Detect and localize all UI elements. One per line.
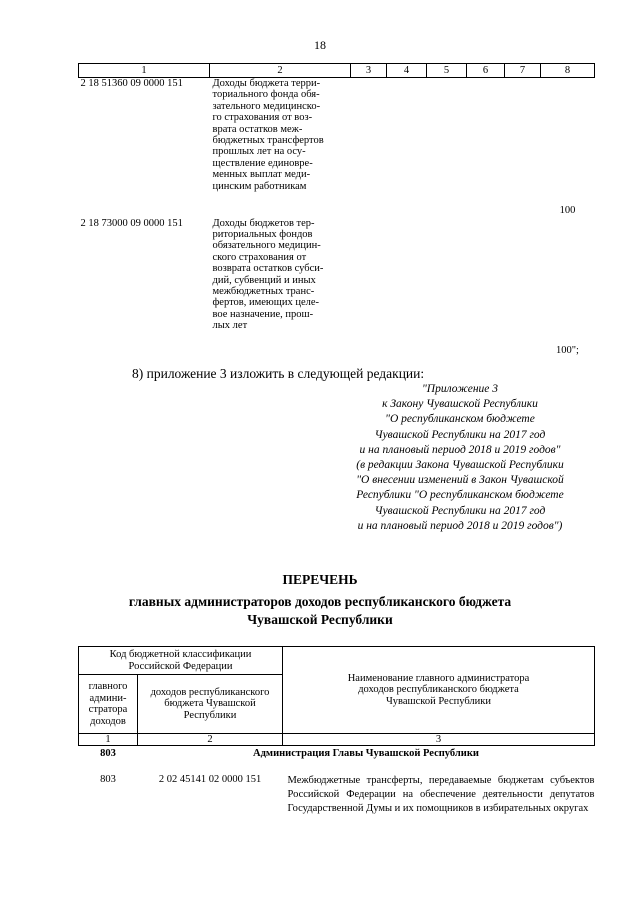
appendix-line: к Закону Чувашской Республики [382,398,538,411]
budget-code: 2 18 51360 09 0000 151 [80,78,183,89]
revenue-table-continuation [78,63,595,358]
column-header: 8 [541,64,595,78]
administrators-table [78,646,595,816]
admin-code: 803 [100,774,116,785]
table-header-row [79,64,595,78]
amendment-clause: 8) приложение 3 изложить в следующей редакции: [132,366,425,381]
revenue-name: Доходы бюджета терри- ториального фонда обя- зательного медицинско- го страхования от воз- врата остатков меж- бюджетных трансфертов прошлых лет на осу- ществление единовре- менных выплат меди- цинским работникам [212,78,324,192]
column-header: 7 [505,64,541,78]
column-header: 2 [210,64,351,78]
document-subtitle: главных администраторов доходов республиканского бюджета [128,594,512,609]
table-row [79,774,595,816]
appendix-line: и на плановый период 2018 и 2019 годов" [359,443,561,456]
appendix-line: "О внесении изменений в Закон Чувашской [356,474,564,487]
column-header: 4 [387,64,427,78]
document-subtitle: Чувашской Республики [247,612,393,627]
table-row [79,78,595,218]
page-number: 18 [314,38,326,52]
appendix-line: "О республиканском бюджете [385,413,535,426]
revenue-name: Доходы бюджетов тер- риториальных фондов обязательного медицин- ского страхования от возврата остатков субси- дий, субвенций и иных межбюджетных транс- фертов, имеющих целе- вое назначение, прош- лых лет [212,217,324,332]
column-number: 3 [283,734,595,746]
document-title: ПЕРЕЧЕНЬ [282,572,358,587]
organization-name: Администрация Главы Чувашской Республики [253,748,479,759]
column-header: 3 [351,64,387,78]
revenue-name: Межбюджетные трансферты, передаваемые бюджетам субъектов Российской Федерации на обеспечение деятельности депутатов Государственной Думы и их помощников в избирательных округах [287,775,595,814]
revenue-code: 2 02 45141 02 0000 151 [158,774,262,785]
column-header: 6 [467,64,505,78]
appendix-line: Чувашской Республики на 2017 год [374,428,546,441]
appendix-line: "Приложение 3 [421,383,499,395]
column-header: 1 [79,64,210,78]
table-row [79,218,595,358]
organization-row [79,746,595,775]
header-admin-name: Наименование главного администратора доходов республиканского бюджета Чувашской Республики [283,647,595,734]
column-number: 2 [138,734,283,746]
appendix-line: Чувашской Республики на 2017 год [374,504,546,517]
amount-value: 100 [559,204,576,216]
header-admin-code: главного админи-стратора доходов [79,675,138,734]
header-group-classification: Код бюджетной классификации Российской Федерации [79,647,283,675]
column-header: 5 [427,64,467,78]
budget-code: 2 18 73000 09 0000 151 [80,217,183,229]
appendix-reference [300,382,620,534]
header-revenue-code: доходов республиканского бюджета Чувашской Республики [138,675,283,734]
organization-code: 803 [100,748,116,759]
appendix-line: и на плановый период 2018 и 2019 годов") [357,519,563,532]
appendix-line: (в редакции Закона Чувашской Республики [356,459,564,472]
amount-value: 100"; [556,344,579,356]
column-number: 1 [79,734,138,746]
appendix-line: Республики "О республиканском бюджете [356,489,564,502]
